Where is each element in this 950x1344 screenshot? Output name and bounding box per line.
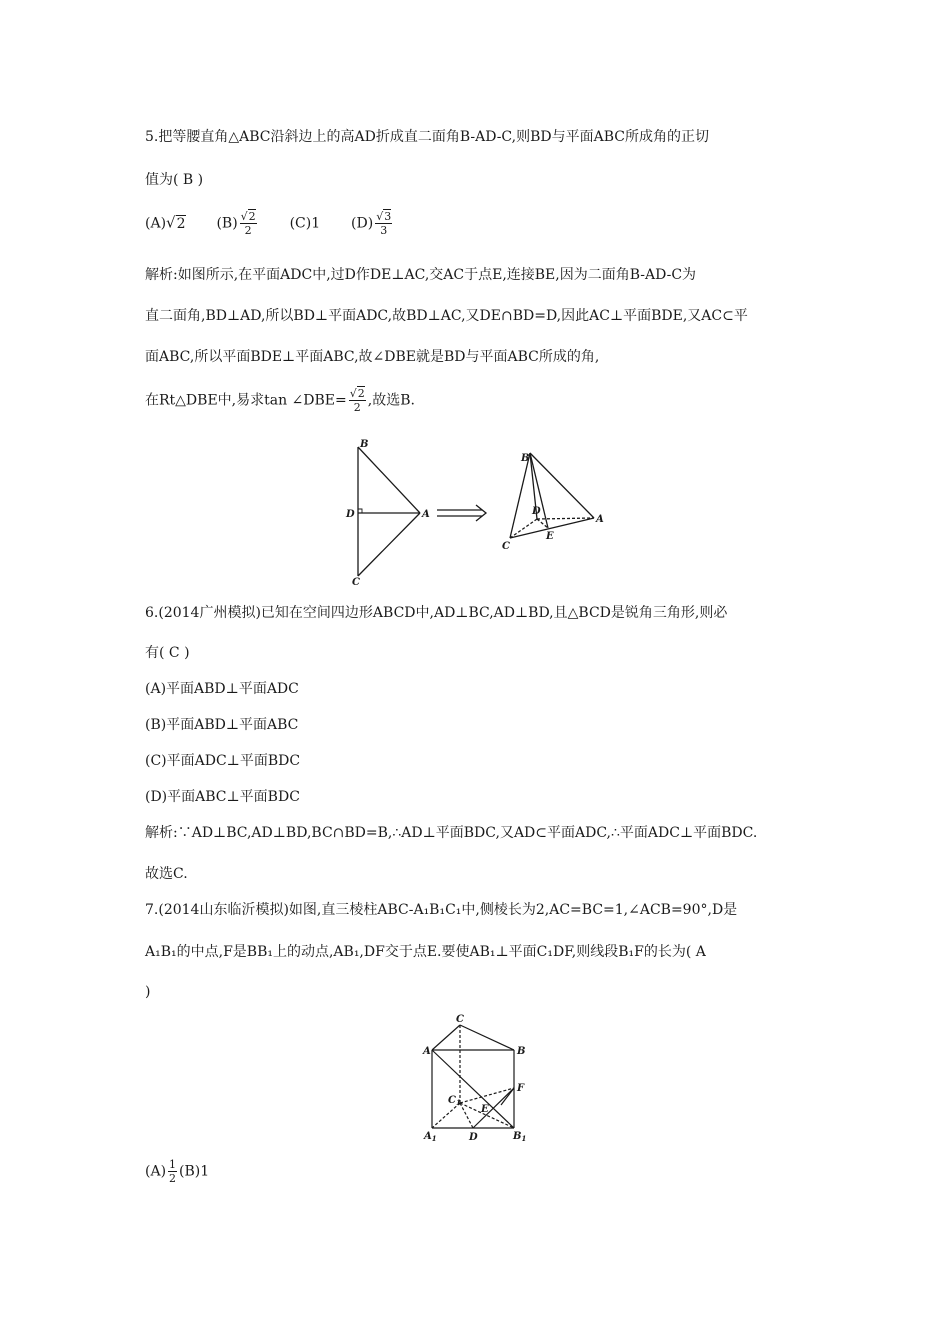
q6-sol2: 故选C. <box>145 866 188 882</box>
q5-opt-b: (B) <box>216 215 238 232</box>
q7-options <box>145 1158 209 1185</box>
triangle-edge-ba <box>358 447 420 513</box>
label-b: B <box>360 439 369 450</box>
q5-opt-b-frac: $\frac{√2}{2}$ <box>240 210 256 237</box>
q6-line1: 6.(2014广州模拟)已知在空间四边形ABCD中,AD⊥BC,AD⊥BD,且△BCD是锐角三角形,则必 <box>145 605 728 621</box>
label-c: C <box>456 1014 464 1025</box>
q6-line2: 有( C ) <box>145 645 190 661</box>
label-a-folded: A <box>596 514 604 525</box>
label-b: B <box>517 1046 526 1057</box>
q6-opt-a: (A)平面ABD⊥平面ADC <box>145 681 299 697</box>
triangle-edge-ca <box>358 513 420 576</box>
q7-opt-a: (A) <box>145 1163 167 1180</box>
q5-opt-a-rad: 2 <box>176 215 186 232</box>
edge-c1d <box>460 1103 473 1128</box>
label-f: F <box>517 1083 525 1094</box>
edge-cb <box>460 1025 514 1050</box>
fold-figure <box>330 435 620 590</box>
q5-line2: 值为( B ) <box>145 172 204 188</box>
q5-opt-d: (D) <box>351 215 374 232</box>
label-e: E <box>481 1104 489 1115</box>
q7-line3: ) <box>145 984 151 1000</box>
q5-sol1: 解析:如图所示,在平面ADC中,过D作DE⊥AC,交AC于点E,连接BE,因为二面角B-AD-C为 <box>145 267 697 283</box>
label-b-folded: B <box>521 453 530 464</box>
q5-opt-a: (A) <box>145 215 167 232</box>
label-d-folded: D <box>532 506 541 517</box>
q5-sol4-frac: $\frac{√2}{2}$ <box>349 387 365 414</box>
q7-opt-b: (B)1 <box>179 1163 210 1180</box>
q7-line1: 7.(2014山东临沂模拟)如图,直三棱柱ABC-A₁B₁C₁中,侧棱长为2,AC=BC=1,∠ACB=90°,D是 <box>145 902 738 918</box>
label-a1: $A_1$ <box>424 1131 437 1143</box>
label-d: D <box>346 509 355 520</box>
q6-sol1: 解析:∵AD⊥BC,AD⊥BD,BC∩BD=B,∴AD⊥平面BDC,又AD⊂平面ADC,∴平面ADC⊥平面BDC. <box>145 825 758 841</box>
edge-ac <box>432 1025 460 1050</box>
q6-opt-c: (C)平面ADC⊥平面BDC <box>145 753 301 769</box>
label-d: D <box>469 1132 478 1143</box>
q5-sol2: 直二面角,BD⊥AD,所以BD⊥平面ADC,故BD⊥AC,又DE∩BD=D,因此AC⊥平面BDE,又AC⊂平 <box>145 308 748 324</box>
arrow-head <box>476 505 486 521</box>
q5-opt-d-frac: $\frac{√3}{3}$ <box>376 210 392 237</box>
label-c-folded: C <box>502 541 510 552</box>
label-e-folded: E <box>546 531 554 542</box>
q7-opt-a-frac: $\frac{1}{2}$ <box>169 1158 177 1185</box>
q5-sol3: 面ABC,所以平面BDE⊥平面ABC,故∠DBE就是BD与平面ABC所成的角, <box>145 349 600 365</box>
q6-opt-b: (B)平面ABD⊥平面ABC <box>145 717 299 733</box>
q5-sol4: 在Rt△DBE中,易求tan ∠DBE= $\frac{√2}{2}$ ,故选B. <box>145 387 415 414</box>
q5-options: (A)√2 (B) $\frac{√2}{2}$ (C)1 (D) $\frac{√3}{3}$ <box>145 210 392 237</box>
label-b1: $B_1$ <box>513 1131 527 1143</box>
q7-line2: A₁B₁的中点,F是BB₁上的动点,AB₁,DF交于点E.要使AB₁⊥平面C₁DF,则线段B₁F的长为( A <box>145 944 706 960</box>
q6-opt-d: (D)平面ABC⊥平面BDC <box>145 789 300 805</box>
label-c: C <box>352 577 360 588</box>
prism-figure <box>415 1010 540 1145</box>
label-a: A <box>423 1046 431 1057</box>
label-a: A <box>422 509 430 520</box>
label-c1: $C_1$ <box>448 1095 461 1107</box>
q5-line1: 5.把等腰直角△ABC沿斜边上的高AD折成直二面角B-AD-C,则BD与平面ABC所成角的正切 <box>145 129 709 145</box>
q5-opt-c: (C)1 <box>289 215 321 232</box>
edge-f-e <box>501 1088 514 1105</box>
